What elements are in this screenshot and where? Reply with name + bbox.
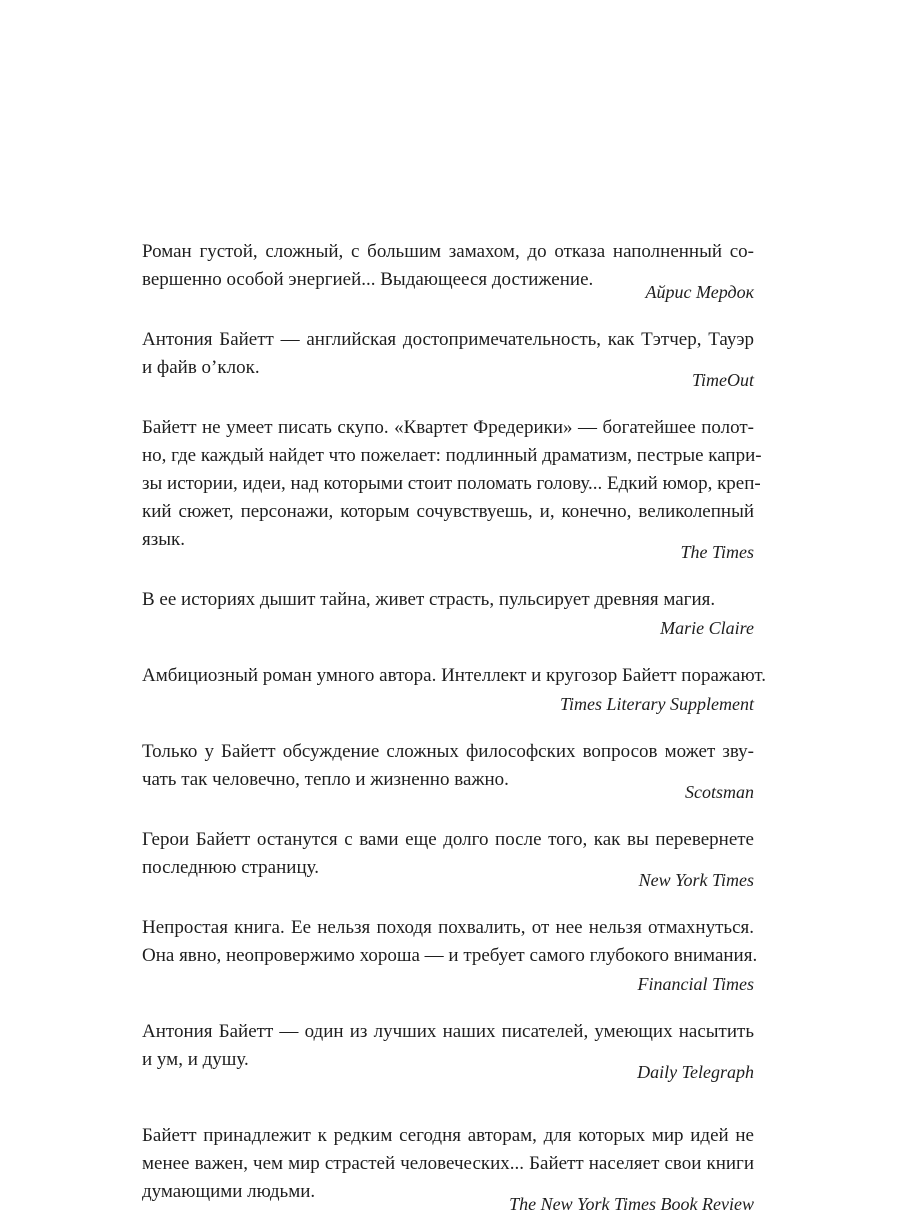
quote-source: Financial Times [637, 974, 754, 994]
quote-source: Scotsman [685, 782, 754, 802]
quote-line: думающими людьми. [142, 1181, 316, 1202]
quote-line: последнюю страницу. [142, 857, 319, 878]
quote-source: TimeOut [691, 370, 754, 390]
review-quote [142, 414, 762, 564]
quote-line: В ее историях дышит тайна, живет страсть, пульсирует древняя магия. [142, 589, 716, 610]
quote-line: Амбициозный роман умного автора. Интеллект и кругозор Байетт поражают. [142, 665, 767, 686]
quote-line: чать так человечно, тепло и жизненно важно. [142, 769, 509, 790]
quote-line: Роман густой, сложный, с большим замахом, до отказа наполненный со- [142, 241, 754, 262]
quote-line: но, где каждый найдет что пожелает: подлинный драматизм, пестрые капри- [142, 445, 762, 466]
review-quotes-list [142, 238, 767, 1216]
quote-line: зы истории, идеи, над которыми стоит поломать голову... Едкий юмор, креп- [142, 473, 761, 494]
quote-line: Антония Байетт — английская достопримечательность, как Тэтчер, Тауэр [142, 329, 754, 350]
review-quote [142, 662, 767, 716]
review-quote [142, 586, 754, 640]
quote-line: Непростая книга. Ее нельзя походя похвалить, от нее нельзя отмахнуться. [142, 917, 754, 938]
quote-source: Айрис Мердок [645, 282, 754, 302]
quote-line: Герои Байетт останутся с вами еще долго после того, как вы перевернете [142, 829, 754, 850]
quote-line: Она явно, неопровержимо хороша — и требует самого глубокого внимания. [142, 945, 758, 966]
quote-line: Антония Байетт — один из лучших наших писателей, умеющих насытить [142, 1021, 754, 1042]
review-quote [142, 1018, 754, 1084]
quote-line: язык. [142, 529, 185, 550]
quote-source: The New York Times Book Review [509, 1194, 754, 1214]
review-quote [142, 914, 758, 996]
review-quote [142, 826, 754, 892]
review-quote [142, 1122, 754, 1216]
quote-source: Daily Telegraph [637, 1062, 754, 1082]
quote-line: и ум, и душу. [142, 1049, 249, 1070]
quote-line: менее важен, чем мир страстей человеческих... Байетт населяет свои книги [142, 1153, 754, 1174]
quote-source: New York Times [638, 870, 754, 890]
review-quote [142, 326, 754, 392]
review-quote [142, 238, 754, 304]
quote-source: The Times [680, 542, 754, 562]
quote-line: вершенно особой энергией... Выдающееся достижение. [142, 269, 594, 290]
quote-line: Байетт принадлежит к редким сегодня авторам, для которых мир идей не [142, 1125, 754, 1146]
quote-line: и файв о’клок. [142, 357, 260, 378]
quote-line: Только у Байетт обсуждение сложных философских вопросов может зву- [142, 741, 754, 762]
review-quote [142, 738, 754, 804]
quote-source: Marie Claire [660, 618, 754, 638]
quote-line: Байетт не умеет писать скупо. «Квартет Фредерики» — богатейшее полот- [142, 417, 754, 438]
quote-line: кий сюжет, персонажи, которым сочувствуешь, и, конечно, великолепный [142, 501, 754, 522]
quote-source: Times Literary Supplement [560, 694, 754, 714]
